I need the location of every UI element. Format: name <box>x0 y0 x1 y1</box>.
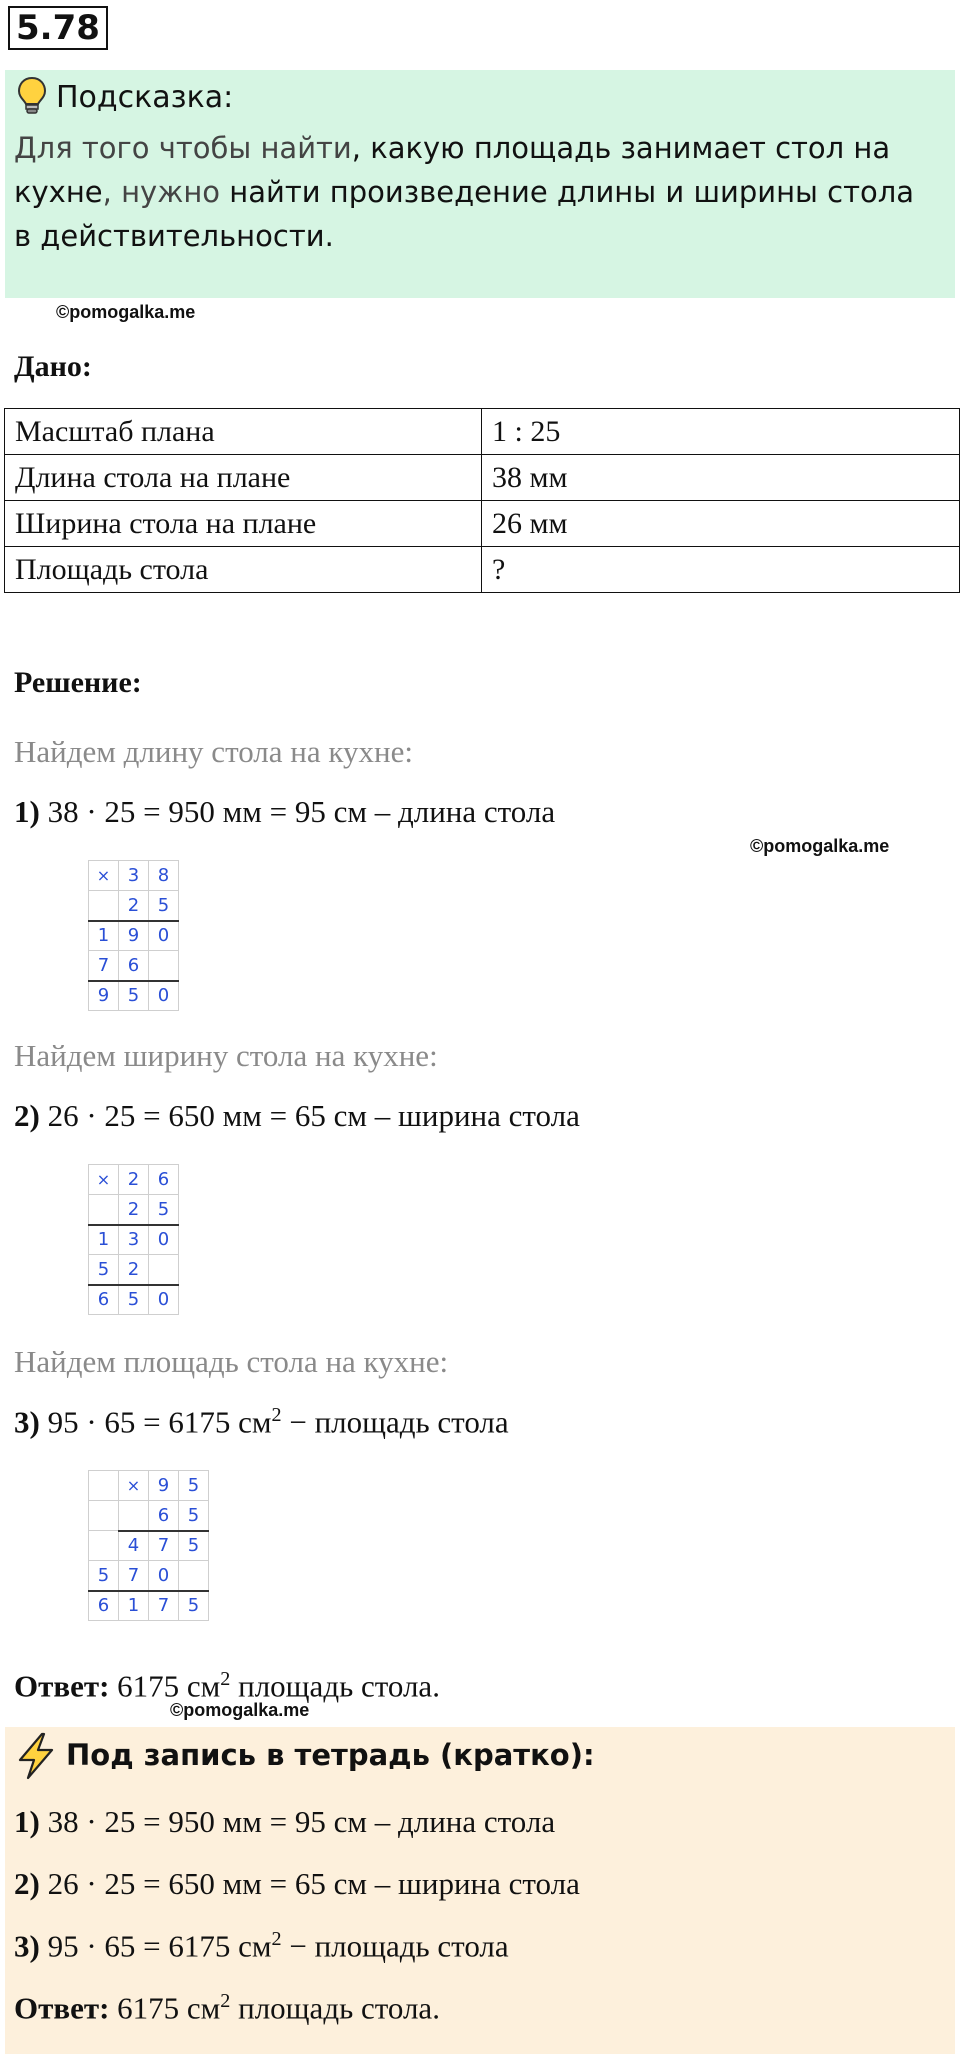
step-expr: 95 · 65 = 6175 см <box>47 1928 272 1964</box>
digit: 2 <box>119 1255 149 1285</box>
given-label: Масштаб плана <box>5 409 482 455</box>
digit <box>89 891 119 921</box>
digit <box>89 1195 119 1225</box>
digit <box>119 1501 149 1531</box>
table-row <box>5 501 960 547</box>
digit: 2 <box>119 891 149 921</box>
digit: 9 <box>89 981 119 1011</box>
digit: 0 <box>149 981 179 1011</box>
lightning-icon <box>14 1732 58 1780</box>
step-intro: Найдем площадь стола на кухне: <box>14 1344 449 1379</box>
digit: 5 <box>179 1471 209 1501</box>
digit: 1 <box>89 921 119 951</box>
step-number: 1) <box>14 1804 40 1839</box>
digit: 5 <box>149 1195 179 1225</box>
answer-label: Ответ: <box>14 1990 110 2026</box>
times-sign: × <box>89 861 119 891</box>
hint-text <box>14 126 934 258</box>
step-number: 2) <box>14 1866 40 1901</box>
hint-part: , какую площадь занимает стол на кухне <box>14 131 891 209</box>
given-label: Длина стола на плане <box>5 455 482 501</box>
digit: 6 <box>149 1501 179 1531</box>
step-number: 2) <box>14 1098 40 1133</box>
digit: 5 <box>179 1501 209 1531</box>
times-sign: × <box>119 1471 149 1501</box>
digit: 1 <box>119 1591 149 1621</box>
superscript: 2 <box>271 1928 282 1950</box>
digit: 1 <box>89 1225 119 1255</box>
notebook-title: Под запись в тетрадь (кратко): <box>66 1738 595 1772</box>
digit <box>149 1255 179 1285</box>
digit: 6 <box>119 951 149 981</box>
answer-value: 6175 см <box>117 1668 221 1704</box>
hint-part: найти произведение длины и ширины стола в действительности. <box>14 175 915 253</box>
superscript: 2 <box>220 1990 231 2012</box>
given-value: ? <box>482 547 960 593</box>
watermark: ©pomogalka.me <box>56 302 196 322</box>
step-expr: 26 · 25 = 650 мм = 65 см – ширина стола <box>47 1866 580 1901</box>
given-value: 38 мм <box>482 455 960 501</box>
superscript: 2 <box>271 1404 282 1426</box>
solution-title: Решение: <box>14 666 142 699</box>
table-row <box>5 409 960 455</box>
given-value: 1 : 25 <box>482 409 960 455</box>
digit: 7 <box>149 1591 179 1621</box>
column-multiplication <box>88 860 179 1011</box>
step-intro: Найдем ширину стола на кухне: <box>14 1038 438 1073</box>
step-expr: 95 · 65 = 6175 см <box>47 1404 272 1440</box>
hint-part: , нужно <box>102 175 230 209</box>
digit: 6 <box>89 1591 119 1621</box>
column-multiplication <box>88 1164 179 1315</box>
hint-part: Для того чтобы найти <box>14 131 352 165</box>
step-expr-tail: − площадь стола <box>281 1928 509 1964</box>
digit: 2 <box>119 1195 149 1225</box>
notebook-line <box>14 1804 555 1840</box>
column-multiplication <box>88 1470 209 1621</box>
given-label: Площадь стола <box>5 547 482 593</box>
digit: 0 <box>149 1561 179 1591</box>
step-number: 3) <box>14 1404 40 1440</box>
superscript: 2 <box>220 1668 231 1690</box>
digit <box>149 951 179 981</box>
digit: 0 <box>149 921 179 951</box>
table-row <box>5 455 960 501</box>
given-title: Дано: <box>14 350 92 383</box>
digit: 5 <box>89 1561 119 1591</box>
answer-tail: площадь стола. <box>230 1668 440 1704</box>
digit: 5 <box>179 1531 209 1561</box>
notebook-line <box>14 1928 509 1964</box>
digit <box>179 1561 209 1591</box>
lightbulb-icon <box>16 76 48 116</box>
step-expr: 38 · 25 = 950 мм = 95 см – длина стола <box>47 1804 556 1839</box>
digit: 5 <box>89 1255 119 1285</box>
answer <box>14 1668 440 1704</box>
digit: 5 <box>119 981 149 1011</box>
digit: 6 <box>89 1285 119 1315</box>
answer-label: Ответ: <box>14 1668 110 1704</box>
digit: 3 <box>119 1225 149 1255</box>
digit: 0 <box>149 1225 179 1255</box>
digit: 5 <box>179 1591 209 1621</box>
watermark: ©pomogalka.me <box>750 836 890 856</box>
watermark: ©pomogalka.me <box>170 1700 310 1720</box>
digit: 9 <box>119 921 149 951</box>
digit <box>89 1531 119 1561</box>
given-label: Ширина стола на плане <box>5 501 482 547</box>
given-value: 26 мм <box>482 501 960 547</box>
digit: 5 <box>149 891 179 921</box>
step-expression <box>14 1098 580 1134</box>
digit: 7 <box>89 951 119 981</box>
digit: 6 <box>149 1165 179 1195</box>
digit: 8 <box>149 861 179 891</box>
answer-value: 6175 см <box>117 1990 221 2026</box>
digit: 4 <box>119 1531 149 1561</box>
step-number: 3) <box>14 1928 40 1964</box>
step-expr: 38 · 25 = 950 мм = 95 см – длина стола <box>47 794 556 829</box>
step-intro: Найдем длину стола на кухне: <box>14 734 413 769</box>
digit: 5 <box>119 1285 149 1315</box>
hint-title: Подсказка: <box>56 80 234 115</box>
step-expr-tail: − площадь стола <box>281 1404 509 1440</box>
digit <box>89 1471 119 1501</box>
step-expression <box>14 794 555 830</box>
digit: 7 <box>119 1561 149 1591</box>
step-number: 1) <box>14 794 40 829</box>
step-expression <box>14 1404 509 1440</box>
times-sign: × <box>89 1165 119 1195</box>
digit: 3 <box>119 861 149 891</box>
task-number: 5.78 <box>8 6 108 50</box>
notebook-line <box>14 1866 580 1902</box>
digit: 7 <box>149 1531 179 1561</box>
digit: 9 <box>149 1471 179 1501</box>
digit: 0 <box>149 1285 179 1315</box>
digit: 2 <box>119 1165 149 1195</box>
notebook-answer <box>14 1990 440 2026</box>
answer-tail: площадь стола. <box>230 1990 440 2026</box>
digit <box>89 1501 119 1531</box>
step-expr: 26 · 25 = 650 мм = 65 см – ширина стола <box>47 1098 580 1133</box>
given-table <box>4 408 960 593</box>
table-row <box>5 547 960 593</box>
